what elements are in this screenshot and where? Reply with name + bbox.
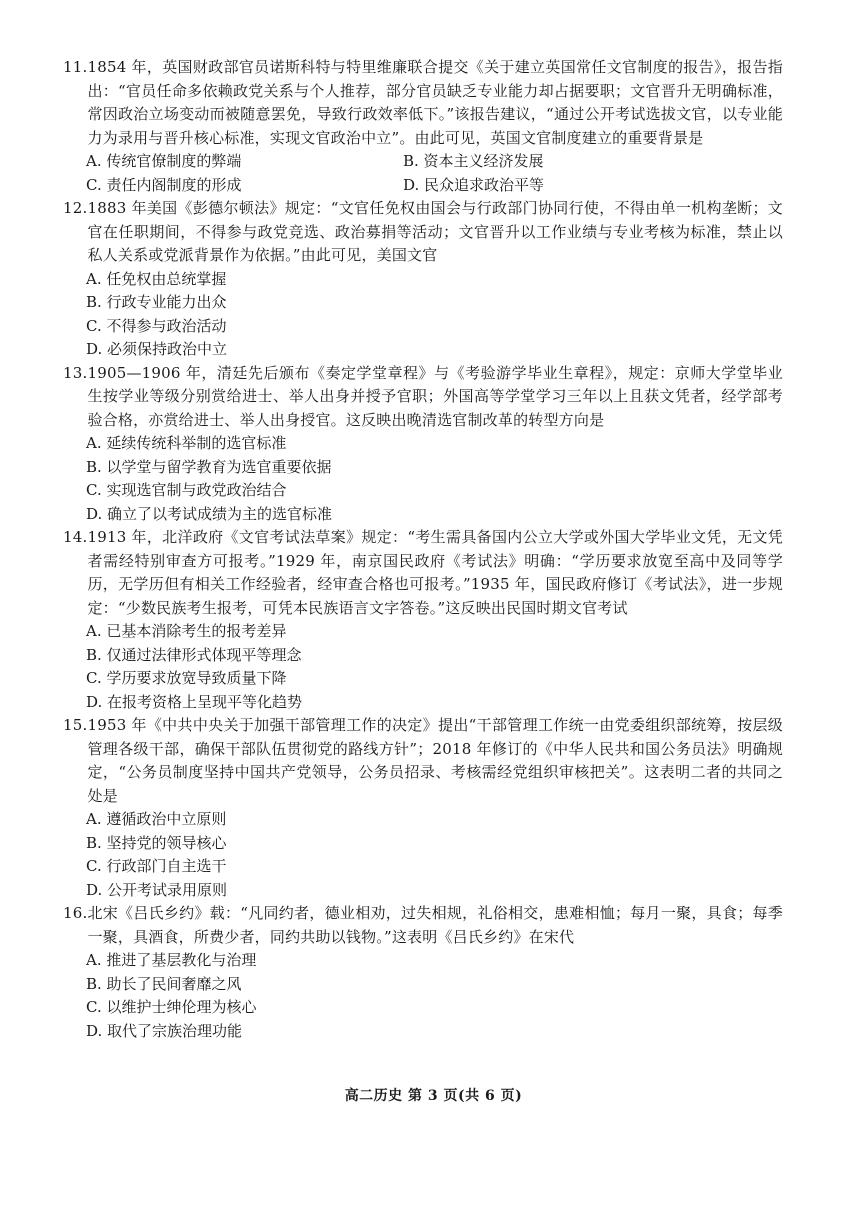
option-a: A. 传统官僚制度的弊端 (86, 152, 242, 170)
question-text: 1953 年《中共中央关于加强干部管理工作的决定》提出“干部管理工作统一由党委组织部统筹，按层级管理各级干部，确保干部队伍贯彻党的路线方针”；2018 年修订的《中华人民共和国公务员法》明确规定，“公务员制度坚持中国共产党领导，公务员招录、考核需经党组织审核把关”。这表明二者的共同之处是 (87, 716, 783, 805)
option-d: D. 民众追求政治平等 (403, 175, 545, 194)
option-b: B. 助长了民间奢靡之风 (86, 974, 242, 993)
question-list (63, 56, 783, 1043)
question-number: 11. (63, 58, 88, 76)
question-text: 1883 年美国《彭德尔顿法》规定：“文官任免权由国会与行政部门协同行使，不得由单一机构垄断；文官在任职期间，不得参与政党竞选、政治募捐等活动；文官晋升以工作业绩与专业考核为标准，禁止以私人关系或党派背景作为依据。”由此可见，美国文官 (87, 199, 783, 264)
question-text: 北宋《吕氏乡约》载：“凡同约者，德业相劝，过失相规，礼俗相交，患难相恤；每月一聚，具食；每季一聚，具酒食，所费少者，同约共助以钱物。”这表明《吕氏乡约》在宋代 (87, 904, 783, 946)
question-13 (63, 362, 783, 527)
answer-options (63, 620, 783, 714)
option-a: A. 任免权由总统掌握 (86, 269, 227, 288)
question-stem (63, 362, 783, 433)
option-d: D. 公开考试录用原则 (86, 880, 228, 899)
option-a: A. 推进了基层教化与治理 (86, 951, 257, 969)
question-number: 12. (63, 199, 88, 217)
option-d: D. 必须保持政治中立 (86, 340, 228, 358)
option-d: D. 确立了以考试成绩为主的选官标准 (86, 504, 333, 523)
question-text: 1854 年，英国财政部官员诺斯科特与特里维廉联合提交《关于建立英国常任文官制度的报告》，报告指出：“官员任命多依赖政党关系与个人推荐，部分官员缺乏专业能力却占据要职；文官晋升无明确标准，常因政治立场变动而被随意罢免，导致行政效率低下。”该报告建议，“通过公开考试选拔文官，以专业能力为录用与晋升核心标准，实现文官政治中立”。由此可见，英国文官制度建立的重要背景是 (87, 58, 783, 147)
option-a: A. 遵循政治中立原则 (86, 810, 227, 828)
question-12 (63, 197, 783, 362)
question-number: 15. (63, 716, 88, 734)
question-stem (63, 197, 783, 268)
option-c: C. 学历要求放宽导致质量下降 (86, 669, 287, 687)
question-text: 1905—1906 年，清廷先后颁布《奏定学堂章程》与《考验游学毕业生章程》，规定：京师大学堂毕业生按学业等级分别赏给进士、举人出身并授予官职；外国高等学堂学习三年以上且获文凭者，经学部考验合格，亦赏给进士、举人出身授官。这反映出晚清选官制改革的转型方向是 (87, 363, 783, 429)
question-stem (63, 902, 783, 949)
page-footer: 高二历史 第 3 页(共 6 页) (344, 1088, 523, 1104)
answer-options (63, 268, 783, 362)
answer-options (63, 150, 783, 197)
question-stem (63, 714, 783, 808)
question-number: 14. (63, 528, 88, 546)
option-b: B. 坚持党的领导核心 (86, 833, 227, 852)
option-a: A. 延续传统科举制的选官标准 (86, 434, 287, 452)
option-b: B. 行政专业能力出众 (86, 293, 227, 311)
option-b: B. 仅通过法律形式体现平等理念 (86, 645, 302, 664)
option-d: D. 取代了宗族治理功能 (86, 1021, 243, 1040)
option-c: C. 行政部门自主选干 (86, 857, 227, 875)
question-text: 1913 年，北洋政府《文官考试法草案》规定：“考生需具备国内公立大学或外国大学毕业文凭，无文凭者需经特别审查方可报考。”1929 年，南京国民政府《考试法》明确：“学历要求放宽至高中及同等学历，无学历但有相关工作经验者，经审查合格也可报考。”1935 年，国民政府修订《考试法》，进一步规定：“少数民族考生报考，可凭本民族语言文字答卷。”这反映出民国时期文官考试 (87, 528, 783, 617)
question-14 (63, 526, 783, 714)
question-number: 16. (63, 904, 88, 922)
option-a: A. 已基本消除考生的报考差异 (86, 622, 287, 640)
option-c: C. 不得参与政治活动 (86, 316, 227, 335)
option-d: D. 在报考资格上呈现平等化趋势 (86, 692, 303, 711)
answer-options (63, 432, 783, 526)
question-16 (63, 902, 783, 1043)
option-c: C. 实现选官制与政党政治结合 (86, 481, 287, 499)
question-stem (63, 526, 783, 620)
option-c: C. 责任内阁制度的形成 (86, 175, 242, 194)
option-c: C. 以维护士绅伦理为核心 (86, 998, 257, 1016)
option-b: B. 以学堂与留学教育为选官重要依据 (86, 457, 332, 476)
question-15 (63, 714, 783, 902)
option-b: B. 资本主义经济发展 (403, 152, 544, 170)
question-stem (63, 56, 783, 150)
answer-options (63, 808, 783, 902)
question-number: 13. (63, 363, 88, 382)
question-11 (63, 56, 783, 197)
answer-options (63, 949, 783, 1043)
